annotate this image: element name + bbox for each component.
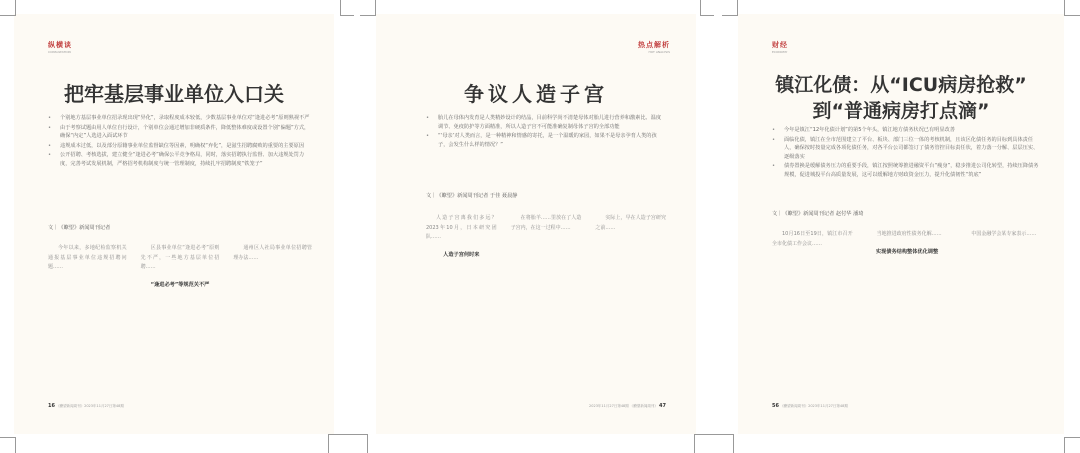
summary-bullets: [772, 126, 1042, 181]
page-footer: 2023年11月27日第48期 《瞭望新闻周刊》 47: [589, 403, 666, 409]
bullet-item: • 债券置换是缓解债务压力的重要手段，镇江按照统筹推进融资平台“瘦身”，稳步推进公司化转型，持续压降债务规模，促进城投平台高质量发展，这可以缓解地方财政资金压力，提升化债韧性“筑底”: [772, 162, 1042, 179]
section-tag: 财经 ECONOMY: [772, 41, 788, 54]
article-title: 把牢基层事业单位入口关: [64, 82, 284, 106]
body-columns: [426, 214, 666, 394]
bullet-item: • 违规成本过低，以及部分原籍事业单位监督缺位等因素，明确权“弃化”，是滋生招聘腐败的重要的主要原因: [48, 142, 312, 151]
subheading: 实现债务结构整体优化调整: [875, 248, 939, 255]
crop-mark: [694, 434, 734, 453]
bullet-item: • 今年是镇江“12年化债计划”的第5个年头，镇江地方债务状况已有明显改善: [772, 126, 1042, 135]
page-3: [738, 14, 1064, 434]
byline: 文｜《瞭望》新闻周刊记者: [48, 225, 111, 231]
byline: 文｜《瞭望》新闻周刊记者 于佳 聂晨静: [426, 193, 518, 199]
bullet-item: • “‘母亲’对人类而言，是一种精神和情感的寄托，是一个温暖的家园，如果不是母亲孕育人类的孩子，会发生什么样的情况？”: [426, 132, 666, 149]
body-column: 中国金融学会某专家表示……: [971, 231, 1037, 237]
page-2: [376, 14, 696, 434]
body-column: 在将胎羊……里放在了人造子宫内，在这一过程中……: [510, 215, 582, 231]
subheading: 人造子宫何时来: [443, 251, 480, 258]
crop-mark: [1064, 0, 1080, 16]
body-column: 实际上，早在人造子宫研究之前……: [595, 215, 667, 231]
body-column: 通州区人社局事业单位招聘管理办法……: [233, 245, 313, 261]
body-column: 当地推进政府性债务化解…… 实现债务结构整体优化调整: [867, 230, 948, 395]
crop-mark: [700, 0, 714, 16]
bullet-item: • 由于考察试题由用人单位自行设计，个别单位会通过增加非硬质条件，降低整体难度或设置个别“偏题”方式，确保“内定”人选进入面试环节: [48, 124, 312, 141]
article-title: 镇江化债：从“ICU病房抢救” 到“普通病房打点滴”: [775, 74, 1027, 122]
bullet-item: • 个别地方基层事业单位招录现出现“异化”，录取程度成本较低，少数基层事业单位对“逢进必考”原则熟视不严: [48, 114, 312, 123]
crop-mark: [360, 0, 376, 16]
body-column: 10月16日至19日，镇江市召开全市化债工作会议……: [772, 231, 853, 247]
byline: 文｜《瞭望》新闻周刊记者 赵付华 潘琦: [772, 211, 864, 217]
crop-mark: [340, 0, 354, 16]
body-column: 区县事业单位“逢进必考”原则先不严，一些地方基层单位招聘…… “逢进必考”等规范关不严: [141, 244, 220, 394]
subheading: “逢进必考”等规范关不严: [150, 281, 210, 288]
article-title: 争议人造子宫: [464, 82, 608, 106]
page-footer: 16 《瞭望新闻周刊》2023年11月27日第48期: [48, 403, 124, 409]
crop-mark: [722, 0, 738, 16]
summary-bullets: [48, 114, 312, 170]
bullet-item: • 面临化债，镇江在全市范围建立了平台、板块、部门三位一体的考核机制，且该区化债任务的目标到具体责任人，确保按时按量完成各项化债任务，对各平台公司都签订了债务管控目标责任状，着力落一分解、层层压实、逐级落实: [772, 136, 1042, 162]
section-tag: 热点解析 HOT ANALYSIS: [638, 41, 670, 54]
section-tag: 纵横谈 CONSULTATION: [48, 41, 72, 54]
bullet-item: • 胎儿在母体内发育是人类精妙设计的结晶，目前科学尚不清楚母体对胎儿进行营养和激素比、温度调节、免疫防护等方面精准，所以人造子宫不可能准确复制母体子宫的全部功能: [426, 114, 666, 131]
crop-mark: [328, 434, 368, 453]
crop-mark: [0, 0, 16, 16]
bullet-item: • 公开招聘、考核选拔，建立健全“逢进必考”确保公平竞争格局，同时，落实招聘执行监督、加大违规处罚力度，完善考试发展机制，严格招考机构制度与统一管理制度，持续扎牢招聘制度“铁笼子”: [48, 151, 312, 168]
body-column: 今年以来，多地纪检监察机关通报基层事业单位违规招聘问题……: [48, 245, 127, 271]
page-footer: 56 《瞭望新闻周刊》2023年11月27日第48期: [772, 403, 848, 409]
crop-mark: [0, 437, 16, 453]
body-columns: [772, 230, 1042, 395]
page-1: [14, 14, 334, 434]
body-columns: [48, 244, 312, 394]
body-column: 人造子宫离我们多远？2023年10月，日本研究团队…… 人造子宫何时来: [426, 214, 497, 394]
summary-bullets: [426, 114, 666, 150]
crop-mark: [1064, 437, 1080, 453]
